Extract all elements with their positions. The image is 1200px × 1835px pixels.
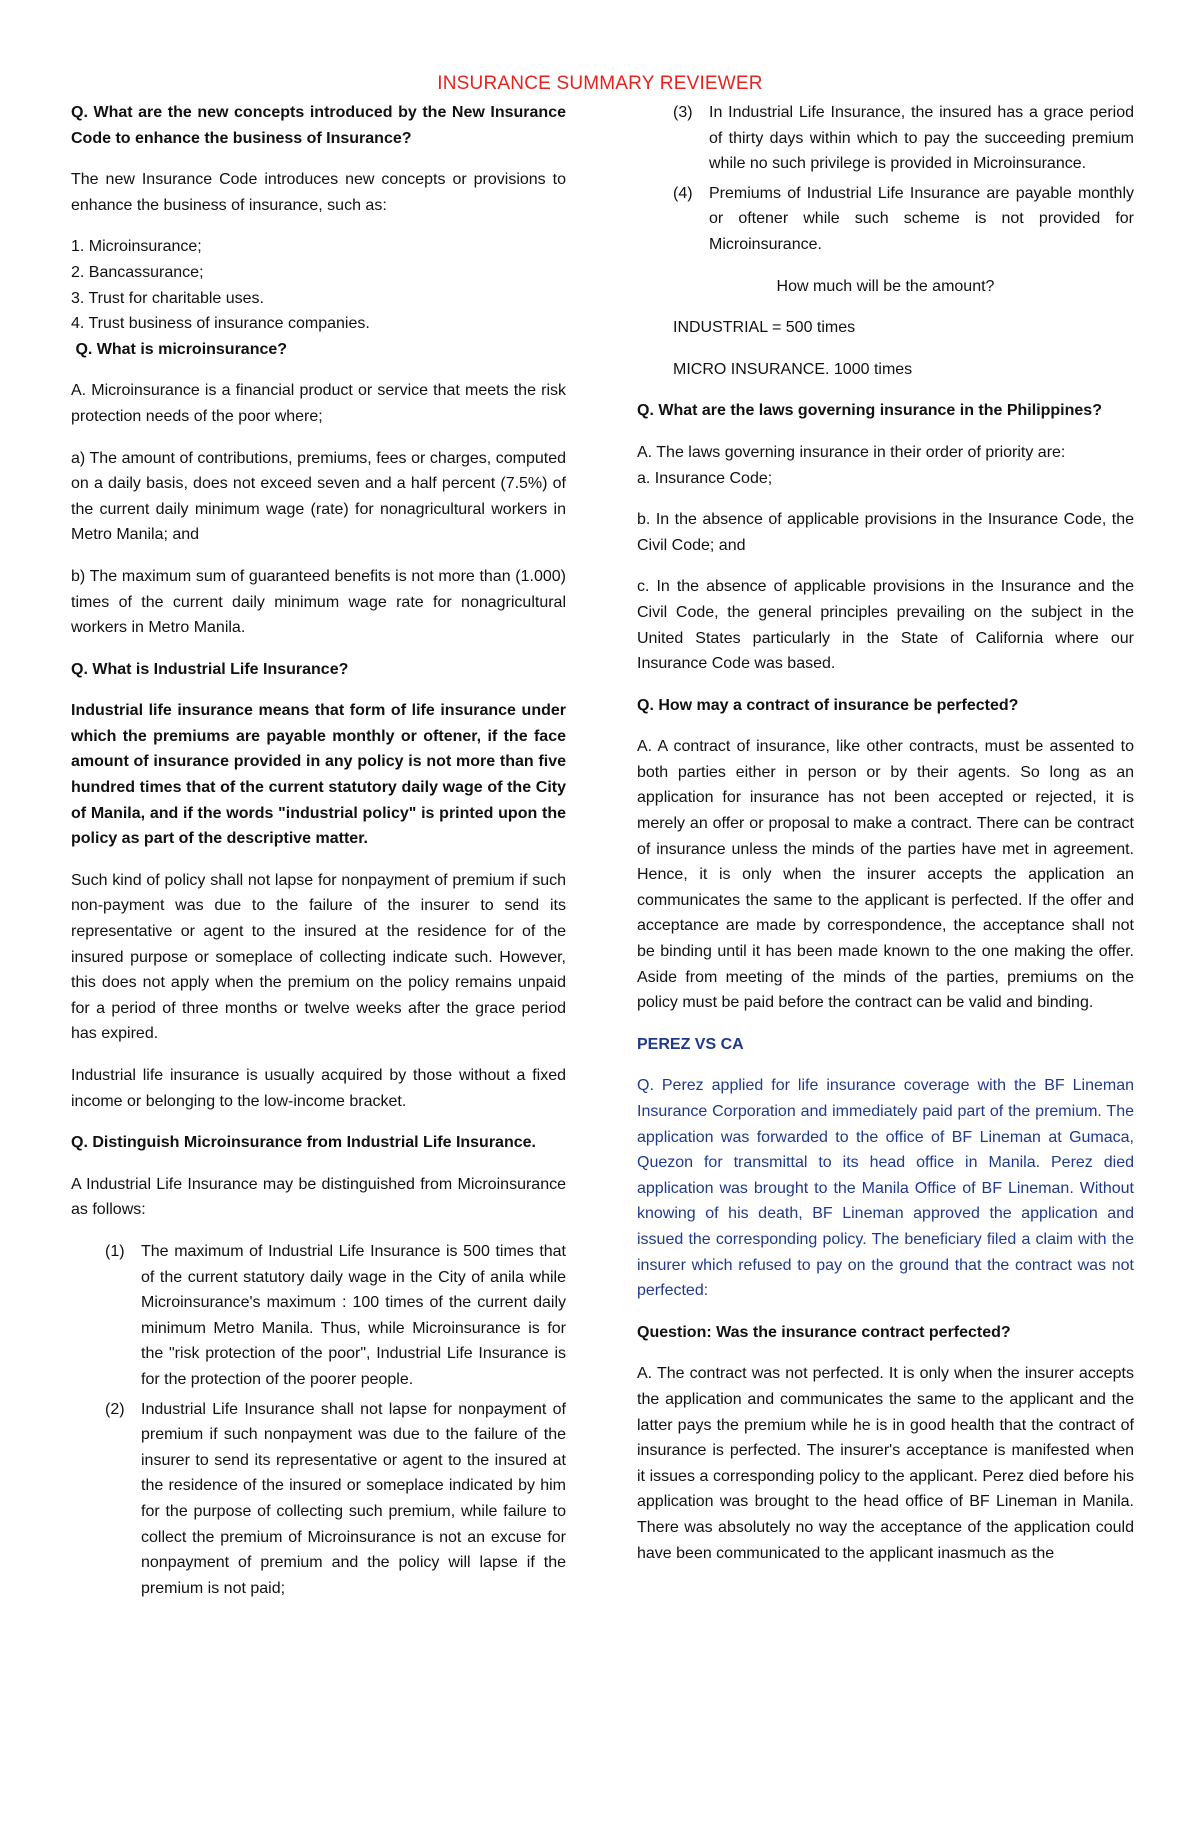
case-title: PEREZ VS CA <box>637 1035 744 1053</box>
list-item <box>71 1397 566 1602</box>
case-facts: Q. Perez applied for life insurance coverage with the BF Lineman Insurance Corporation and immediately paid part of the premium. The application was forwarded to the office of BF Lineman at Gumaca, Quezon for transmittal to its head office in Manila. Perez died application was brought to the Manila Office of BF Lineman. Without knowing of his death, BF Lineman approved the application and issued the corresponding policy. The beneficiary filed a claim with the insurer which refused to pay on the ground that the contract was not perfected: <box>637 1077 1134 1300</box>
answer-industrial-acquired: Industrial life insurance is usually acquired by those without a fixed income or belonging to the low-income bracket. <box>71 1067 566 1110</box>
answer-laws-c: c. In the absence of applicable provisions in the Insurance and the Civil Code, the general principles prevailing on the subject in the United States particularly in the State of California where our Insurance Code was based. <box>637 578 1134 673</box>
answer-microinsurance-b: b) The maximum sum of guaranteed benefits is not more than (1.000) times of the current daily minimum wage rate for nonagricultural workers in Metro Manila. <box>71 567 566 637</box>
question-microinsurance: Q. What is microinsurance? <box>71 340 288 358</box>
question-perfected: Q. How may a contract of insurance be perfected? <box>637 696 1019 714</box>
list-item: 1. Microinsurance; <box>71 238 202 256</box>
list-item <box>637 181 1134 258</box>
amount-question: How much will be the amount? <box>776 277 995 295</box>
answer-new-concepts: The new Insurance Code introduces new concepts or provisions to enhance the business of insurance, such as: <box>71 171 566 214</box>
question-distinguish: Q. Distinguish Microinsurance from Industrial Life Insurance. <box>71 1134 536 1152</box>
question-new-concepts: Q. What are the new concepts introduced by the New Insurance Code to enhance the business of Insurance? <box>71 104 566 147</box>
list-number: (3) <box>673 104 693 121</box>
list-text: In Industrial Life Insurance, the insured has a grace period of thirty days within which to pay the succeeding premium while no such privilege is provided in Microinsurance. <box>709 104 1134 173</box>
list-text: Premiums of Industrial Life Insurance are payable monthly or oftener while such scheme is not provided for Microinsurance. <box>709 184 1134 253</box>
industrial-amount: INDUSTRIAL = 500 times <box>673 319 856 337</box>
answer-laws-a: a. Insurance Code; <box>637 469 773 487</box>
answer-laws-b: b. In the absence of applicable provisions in the Insurance Code, the Civil Code; and <box>637 511 1134 554</box>
answer-microinsurance: A. Microinsurance is a financial product or service that meets the risk protection needs of the poor where; <box>71 382 566 425</box>
list-item: 2. Bancassurance; <box>71 263 204 281</box>
left-column <box>71 100 566 1605</box>
question-laws: Q. What are the laws governing insurance in the Philippines? <box>637 402 1102 420</box>
answer-perfected: A. A contract of insurance, like other contracts, must be assented to both parties either in person or by their agents. So long as an application for insurance has not been accepted or rejected, it is merely an offer or proposal to make a contract. There can be contract of insurance unless the minds of the parties have met in agreement. Hence, it is only when the insurer accepts the application an communicates the same to the applicant is perfected. If the offer and acceptance are made by correspondence, the acceptance shall not be binding until it has been made known to the one making the offer. Aside from meeting of the minds of the parties, premiums on the policy must be paid before the contract can be valid and binding. <box>637 738 1134 1012</box>
list-text: The maximum of Industrial Life Insurance is 500 times that of the current statutory daily wage in the City of anila while Microinsurance's maximum : 100 times of the current daily minimum Metro Manila. Thus, while Microinsurance is for the "risk protection of the poor", Industrial Life Insurance is for the protection of the poorer people. <box>141 1242 566 1388</box>
question-industrial-life: Q. What is Industrial Life Insurance? <box>71 660 349 678</box>
case-answer: A. The contract was not perfected. It is only when the insurer accepts the application and communicates the same to the applicant and the latter pays the premium while he is in good health that the contract of insurance is perfected. The insurer's acceptance is manifested when it issues a corresponding policy to the applicant. Perez died before his application was brought to the head office of BF Lineman in Manila. There was absolutely no way the acceptance of the application could have been communicated to the applicant inasmuch as the <box>637 1365 1134 1562</box>
micro-amount: MICRO INSURANCE. 1000 times <box>673 360 913 378</box>
list-text: Industrial Life Insurance shall not lapse for nonpayment of premium if such nonpayment was due to the failure of the insurer to send its representative or agent to the insured at the residence of the insured or someplace indicated by him for the purpose of collecting such premium, while failure to collect the premium of Microinsurance is not an excuse for nonpayment of premium and the policy will lapse if the premium is not paid; <box>141 1400 566 1597</box>
distinctions-list-right <box>637 100 1134 258</box>
document-title: INSURANCE SUMMARY REVIEWER <box>437 73 763 94</box>
right-column <box>637 100 1134 1582</box>
answer-industrial-life: Industrial life insurance means that form of life insurance under which the premiums are payable monthly or oftener, if the face amount of insurance provided in any policy is not more than five hundred times that of the current statutory daily wage of the City of Manila, and if the words "industrial policy" is printed upon the policy as part of the descriptive matter. <box>71 702 566 848</box>
list-item: 3. Trust for charitable uses. <box>71 289 264 307</box>
list-item <box>71 1239 566 1393</box>
distinctions-list-left <box>71 1239 566 1601</box>
list-number: (4) <box>673 184 693 202</box>
concepts-list <box>71 234 566 336</box>
answer-laws: A. The laws governing insurance in their order of priority are: <box>637 443 1066 461</box>
case-question: Question: Was the insurance contract perfected? <box>637 1323 1011 1341</box>
answer-distinguish: A Industrial Life Insurance may be distinguished from Microinsurance as follows: <box>71 1175 566 1219</box>
list-item <box>637 100 1134 177</box>
list-number: (2) <box>105 1400 125 1418</box>
list-number: (1) <box>105 1242 125 1260</box>
list-item: 4. Trust business of insurance companies. <box>71 315 370 333</box>
answer-industrial-lapse: Such kind of policy shall not lapse for nonpayment of premium if such non-payment was due to the failure of the insurer to send its representative or agent to the insured at the residence for of the insured purpose or someplace of collecting indicate such. However, this does not apply when the premium on the policy remains unpaid for a period of three months or twelve weeks after the grace period has expired. <box>71 871 566 1043</box>
answer-microinsurance-a: a) The amount of contributions, premiums, fees or charges, computed on a daily basis, does not exceed seven and a half percent (7.5%) of the current daily minimum wage (rate) for nonagricultural workers in Metro Manila; and <box>71 449 566 544</box>
